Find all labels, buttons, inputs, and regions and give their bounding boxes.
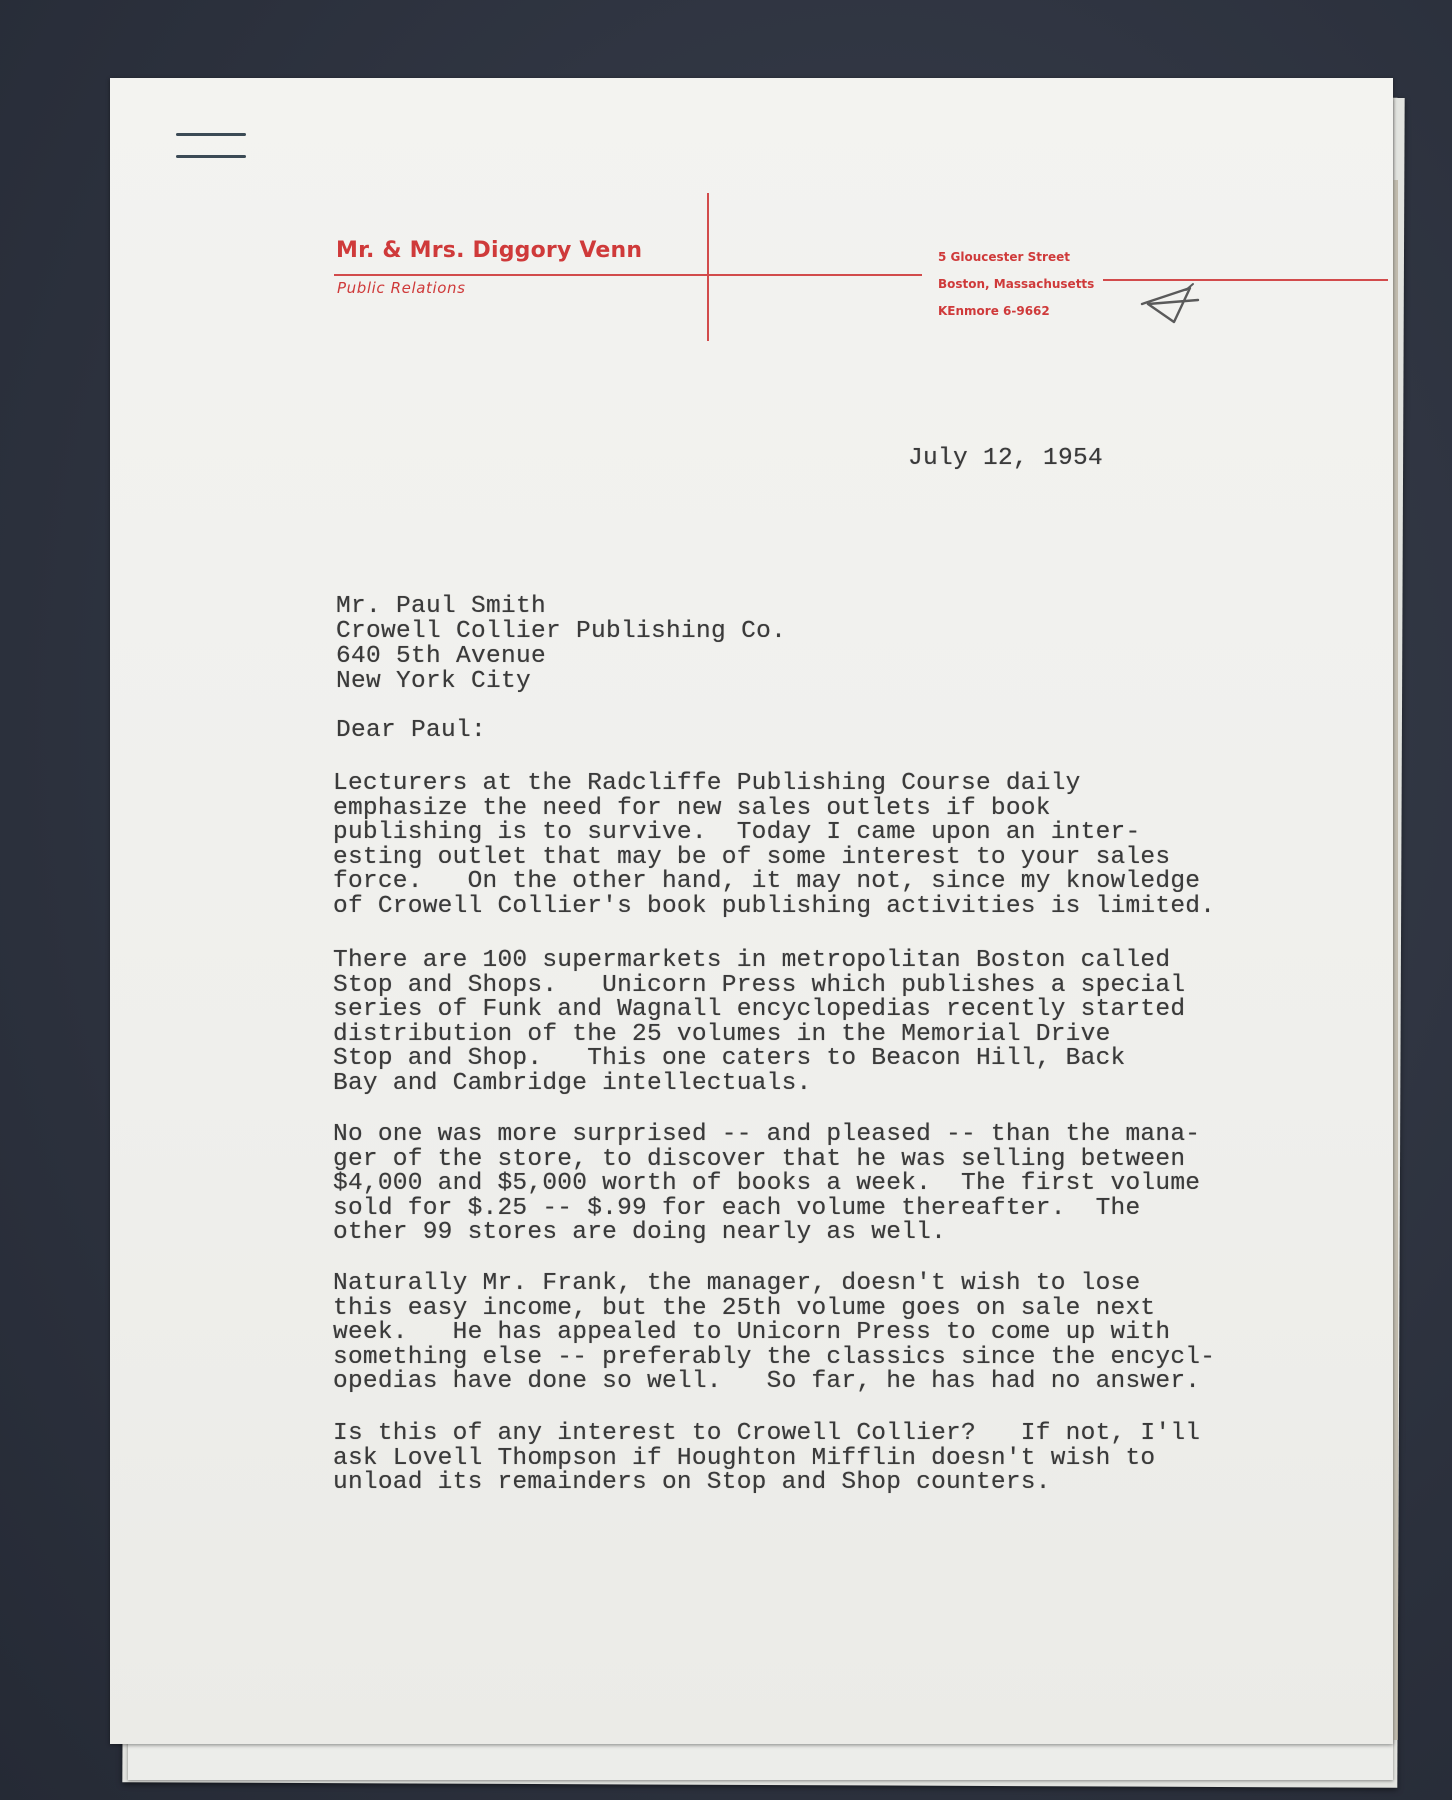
paragraph-line: this easy income, but the 25th volume goes on sale next: [333, 1294, 1156, 1322]
paragraph-line: No one was more surprised -- and pleased -- than the mana-: [333, 1121, 1201, 1148]
paragraph-line: Stop and Shops. Unicorn Press which publishes a special: [333, 971, 1186, 999]
paragraph-line: ger of the store, to discover that he was selling between: [333, 1145, 1186, 1173]
paragraph-line: something else -- preferably the classics since the encycl-: [333, 1343, 1216, 1371]
paragraph-line: Is this of any interest to Crowell Collier? If not, I'll: [333, 1420, 1201, 1447]
paragraph-line: week. He has appealed to Unicorn Press to come up with: [333, 1319, 1171, 1346]
body-paragraph-2: [333, 949, 1185, 1096]
letter-date: July 12, 1954: [908, 445, 1104, 472]
paragraph-line: sold for $.25 -- $.99 for each volume thereafter. The: [333, 1194, 1141, 1222]
body-paragraph-3: [333, 1123, 1200, 1246]
letterhead-phone: KEnmore 6-9662: [938, 304, 1050, 318]
paragraph-line: opedias have done so well. So far, he has had no answer.: [333, 1368, 1201, 1395]
letterhead-name: Mr. & Mrs. Diggory Venn: [336, 238, 643, 263]
paragraph-line: Lecturers at the Radcliffe Publishing Course daily: [333, 770, 1081, 797]
paragraph-line: ask Lovell Thompson if Houghton Mifflin doesn't wish to: [333, 1444, 1156, 1472]
paragraph-line: of Crowell Collier's book publishing activities is limited.: [333, 892, 1216, 920]
recipient-company: Crowell Collier Publishing Co.: [336, 618, 787, 645]
body-paragraph-1: [333, 772, 1215, 919]
salutation: Dear Paul:: [336, 717, 487, 744]
paragraph-line: publishing is to survive. Today I came upon an inter-: [333, 819, 1141, 846]
binder-marks: [176, 133, 246, 159]
letterhead-rule-vertical: [707, 193, 709, 341]
paragraph-line: force. On the other hand, it may not, since my knowledge: [333, 868, 1201, 895]
letterhead-address-city: Boston, Massachusetts: [938, 277, 1095, 291]
letterhead-subtitle: Public Relations: [337, 279, 466, 297]
body-paragraph-5: [333, 1422, 1200, 1496]
recipient-city: New York City: [336, 668, 532, 695]
paragraph-line: other 99 stores are doing nearly as well.: [333, 1219, 947, 1246]
paragraph-line: distribution of the 25 volumes in the Memorial Drive: [333, 1020, 1111, 1048]
paragraph-line: series of Funk and Wagnall encyclopedias recently started: [333, 996, 1186, 1023]
paragraph-line: emphasize the need for new sales outlets if book: [333, 794, 1051, 822]
letterhead-address-street: 5 Gloucester Street: [938, 250, 1070, 264]
letterhead-rule-left: [334, 274, 922, 276]
recipient-street: 640 5th Avenue: [336, 643, 547, 670]
paragraph-line: $4,000 and $5,000 worth of books a week. The first volume: [333, 1170, 1201, 1197]
paragraph-line: Naturally Mr. Frank, the manager, doesn't wish to lose: [333, 1270, 1141, 1297]
paragraph-line: esting outlet that may be of some interest to your sales: [333, 843, 1171, 871]
paragraph-line: There are 100 supermarkets in metropolitan Boston called: [333, 947, 1171, 974]
recipient-name: Mr. Paul Smith: [336, 593, 547, 620]
paragraph-line: unload its remainders on Stop and Shop counters.: [333, 1469, 1051, 1496]
body-paragraph-4: [333, 1272, 1215, 1395]
pencil-check-mark: [1138, 280, 1208, 330]
paragraph-line: Stop and Shop. This one caters to Beacon Hill, Back: [333, 1045, 1126, 1072]
paragraph-line: Bay and Cambridge intellectuals.: [333, 1069, 812, 1097]
